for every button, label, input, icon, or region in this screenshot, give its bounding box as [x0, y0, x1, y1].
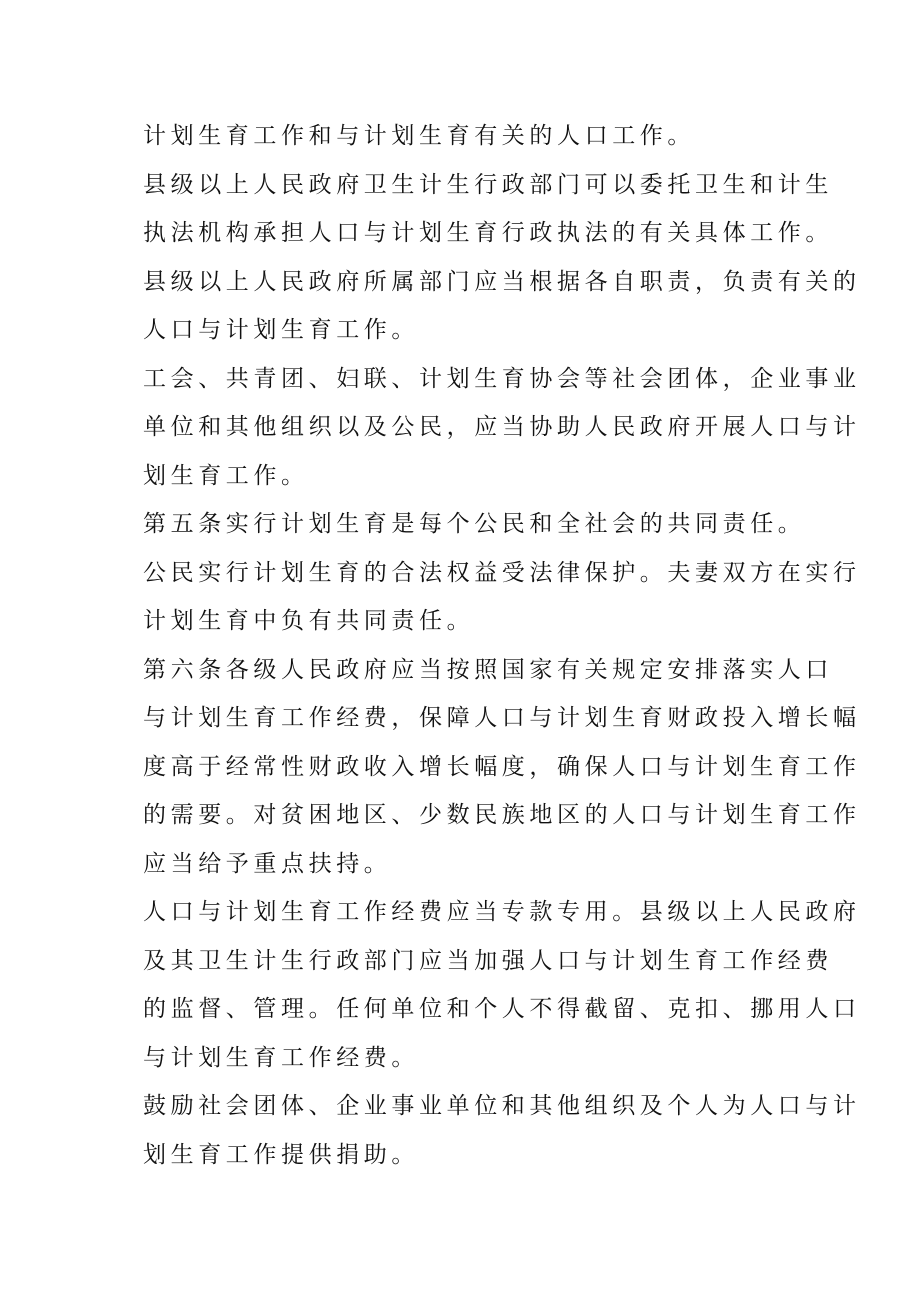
paragraph-6 [143, 549, 861, 646]
text-line: 与计划生育工作经费，保障人口与计划生育财政投入增长幅 [143, 705, 861, 731]
text-line: 公民实行计划生育的合法权益受法律保护。夫妻双方在实行 [143, 559, 861, 586]
document-body [143, 112, 861, 1179]
text-line: 应当给予重点扶持。 [143, 850, 392, 877]
paragraph-7 [143, 646, 861, 889]
text-line: 划生育工作。 [143, 462, 309, 489]
text-line: 的监督、管理。任何单位和个人不得截留、克扣、挪用人口 [143, 996, 861, 1022]
text-line: 执法机构承担人口与计划生育行政执法的有关具体工作。 [143, 220, 833, 246]
paragraph-8 [143, 888, 861, 1082]
text-line: 度高于经常性财政收入增长幅度，确保人口与计划生育工作 [143, 753, 861, 780]
paragraph-9 [143, 1082, 861, 1179]
text-line: 第五条实行计划生育是每个公民和全社会的共同责任。 [143, 511, 806, 537]
text-line: 单位和其他组织以及公民，应当协助人民政府开展人口与计 [143, 414, 861, 440]
paragraph-3 [143, 258, 861, 355]
text-line: 工会、共青团、妇联、计划生育协会等社会团体，企业事业 [143, 365, 861, 392]
paragraph-4 [143, 355, 861, 501]
paragraph-1 [143, 112, 783, 161]
text-line: 第六条各级人民政府应当按照国家有关规定安排落实人口 [143, 656, 833, 683]
paragraph-2 [143, 161, 833, 258]
paragraph-5 [143, 500, 806, 549]
text-line: 县级以上人民政府所属部门应当根据各自职责，负责有关的 [143, 268, 861, 295]
text-line: 县级以上人民政府卫生计生行政部门可以委托卫生和计生 [143, 171, 833, 198]
text-line: 计划生育工作和与计划生育有关的人口工作。 [143, 123, 695, 149]
text-line: 计划生育中负有共同责任。 [143, 608, 475, 634]
text-line: 人口与计划生育工作。 [143, 317, 419, 343]
text-line: 的需要。对贫困地区、少数民族地区的人口与计划生育工作 [143, 802, 861, 828]
text-line: 鼓励社会团体、企业事业单位和其他组织及个人为人口与计 [143, 1093, 861, 1119]
text-line: 与计划生育工作经费。 [143, 1044, 419, 1071]
text-line: 划生育工作提供捐助。 [143, 1141, 419, 1168]
text-line: 及其卫生计生行政部门应当加强人口与计划生育工作经费 [143, 947, 833, 974]
text-line: 人口与计划生育工作经费应当专款专用。县级以上人民政府 [143, 899, 861, 925]
